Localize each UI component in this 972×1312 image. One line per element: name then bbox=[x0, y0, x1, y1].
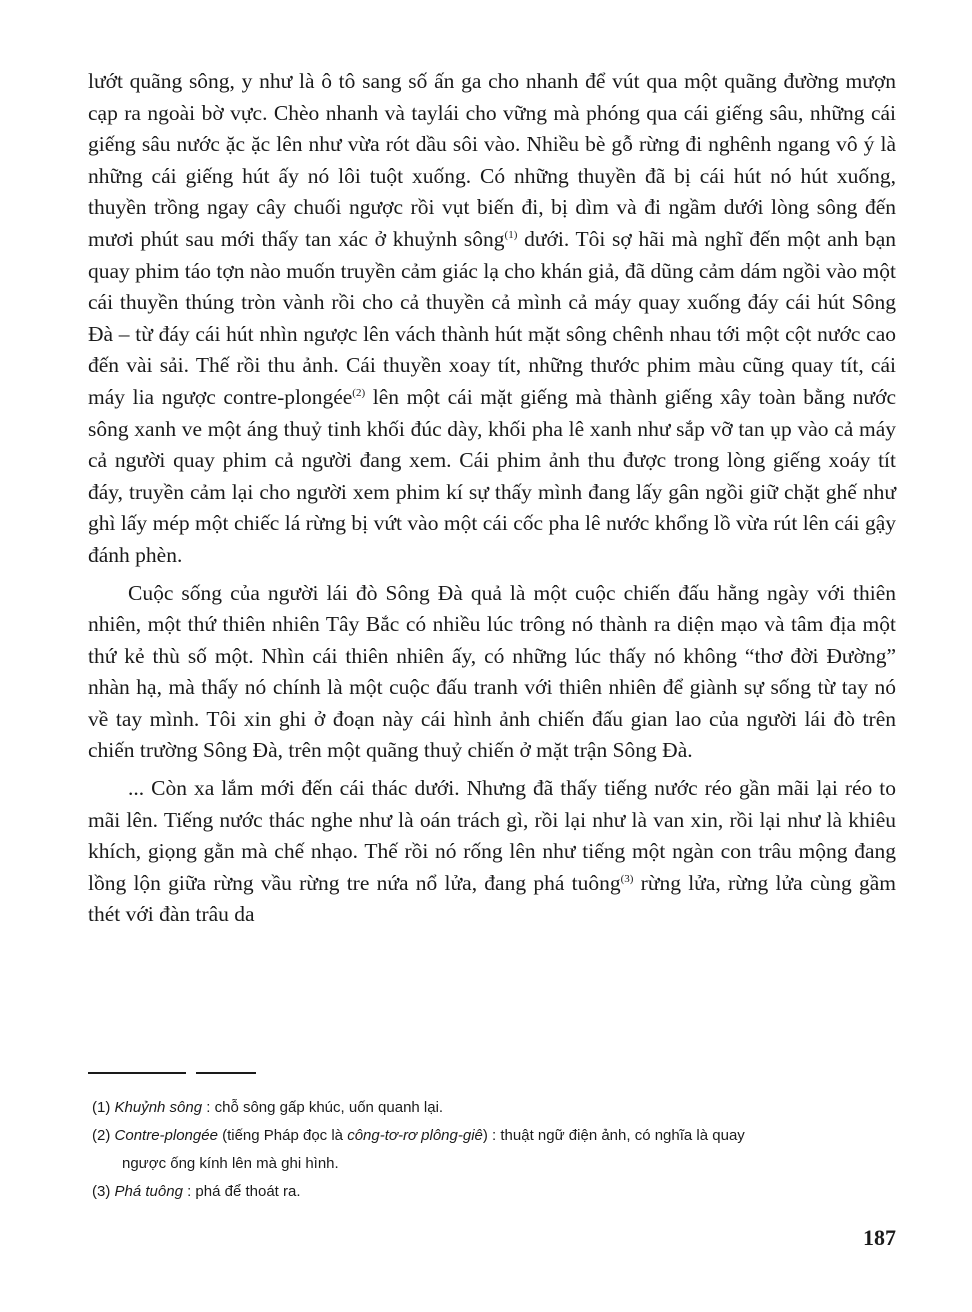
footnote-2-continuation: ngược ống kính lên mà ghi hình. bbox=[122, 1155, 339, 1172]
text-segment: lướt quãng sông, y như là ô tô sang số ấn ga cho nhanh để vút qua một quãng đường mượn cạp ra ngoài bờ vực. Chèo nhanh và taylái cho vững mà phóng qua cái giếng sâu, những cái giếng sâu nước ặc ặc lên như vừa rót dầu sôi vào. Nhiều bè gỗ rừng đi nghênh ngang vô ý là những cái giếng hút ấy nó lôi tuột xuống. Có những thuyền đã bị cái hút nó hút xuống, thuyền trồng ngay cây chuối ngược rồi vụt biến đi, bị dìm và đi ngầm dưới lòng sông đến mươi phút sau mới thấy tan xác ở khuỷnh sông bbox=[88, 69, 896, 251]
text-segment: ... Còn xa lắm mới đến cái thác dưới. Nhưng đã thấy tiếng nước réo gần mãi lại réo to mãi lên. Tiếng nước thác nghe như là oán trách gì, rồi lại như là van xin, rồi lại như là khiêu khích, giọng gằn mà chế nhạo. Thế rồi nó rống lên như tiếng một ngàn con trâu mộng đang lồng lộn giữa rừng vầu rừng tre nứa nổ lửa, đang phá tuông bbox=[88, 776, 896, 895]
footnotes bbox=[92, 1094, 896, 1206]
text-segment: Cuộc sống của người lái đò Sông Đà quả là một cuộc chiến đấu hằng ngày với thiên nhiên, một thứ thiên nhiên Tây Bắc có nhiều lúc trông nó thành ra diện mạo và tâm địa một thứ kẻ thù số một. Nhìn cái thiên nhiên ấy, có những lúc thấy nó không “thơ đời Đường” nhàn hạ, mà thấy nó chính là một cuộc đấu tranh với thiên nhiên để giành sự sống từ tay nó về tay mình. Tôi xin ghi ở đoạn này cái hình ảnh chiến đấu gian lao của người lái đò trên chiến trường Sông Đà, trên một quãng thuỷ chiến ở mặt trận Sông Đà. bbox=[88, 580, 896, 763]
footnote-term: Phá tuông bbox=[114, 1183, 183, 1200]
text-segment: rừng lửa, rừng lửa cùng gầm thét với đàn trâu da bbox=[88, 870, 896, 927]
paragraph-1 bbox=[88, 66, 896, 572]
footnote-term: Khuỷnh sông bbox=[114, 1099, 203, 1116]
separator-line bbox=[88, 1072, 186, 1074]
paragraph-2 bbox=[88, 578, 896, 768]
footnote-ref-3: (3) bbox=[620, 872, 634, 885]
text-segment: lên một cái mặt giếng mà thành giếng xây toàn bằng nước sông xanh ve một áng thuỷ tinh khối đúc dày, khối pha lê xanh như sắp vỡ tan ụp vào cả máy cả người quay phim cả người đang xem. Cái phim ảnh thu được trong lòng giếng xoáy tít đáy, truyền cảm lại cho người xem phim kí sự thấy mình đang lấy gân ngồi giữ chặt ghế như ghì lấy mép một chiếc lá rừng bị vứt vào một cái cốc pha lê nước khổng lồ vừa rút lên cái gậy đánh phèn. bbox=[88, 384, 896, 567]
separator-line bbox=[196, 1072, 256, 1074]
footnote-separator bbox=[88, 1072, 288, 1074]
footnote-1 bbox=[92, 1094, 896, 1122]
footnote-text: ) : thuật ngữ điện ảnh, có nghĩa là quay bbox=[482, 1127, 745, 1144]
footnote-text: : chỗ sông gấp khúc, uốn quanh lại. bbox=[202, 1099, 444, 1116]
footnote-3 bbox=[92, 1178, 896, 1206]
footnote-marker: (1) bbox=[92, 1099, 111, 1116]
footnote-marker: (3) bbox=[92, 1183, 111, 1200]
footnote-ref-1: (1) bbox=[504, 228, 518, 241]
footnote-text: : phá để thoát ra. bbox=[182, 1183, 301, 1200]
paragraph-3 bbox=[88, 773, 896, 931]
footnote-pronunciation: công-tơ-rơ plông-giê bbox=[347, 1127, 483, 1144]
text-segment: dưới. Tôi sợ hãi mà nghĩ đến một anh bạn quay phim táo tợn nào muốn truyền cảm giác lạ cho khán giả, đã dũng cảm dám ngồi vào một cái thuyền thúng tròn vành rồi cho cả thuyền cả mình cả máy quay xuống đáy cái hút Sông Đà – từ đáy cái hút nhìn ngược lên vách thành hút mặt sông chênh nhau tới một cột nước cao đến vài sải. Thế rồi thu ảnh. Cái thuyền xoay tít, những thước phim màu cũng quay tít, cái máy lia ngược contre-plongée bbox=[88, 226, 896, 409]
footnote-marker: (2) bbox=[92, 1127, 111, 1144]
footnote-ref-2: (2) bbox=[352, 386, 366, 399]
page-number: 187 bbox=[863, 1225, 896, 1250]
footnote-2 bbox=[92, 1122, 896, 1150]
footnote-term: Contre-plongée bbox=[114, 1127, 218, 1144]
footnote-text: (tiếng Pháp đọc là bbox=[217, 1127, 348, 1144]
main-text bbox=[88, 66, 896, 931]
